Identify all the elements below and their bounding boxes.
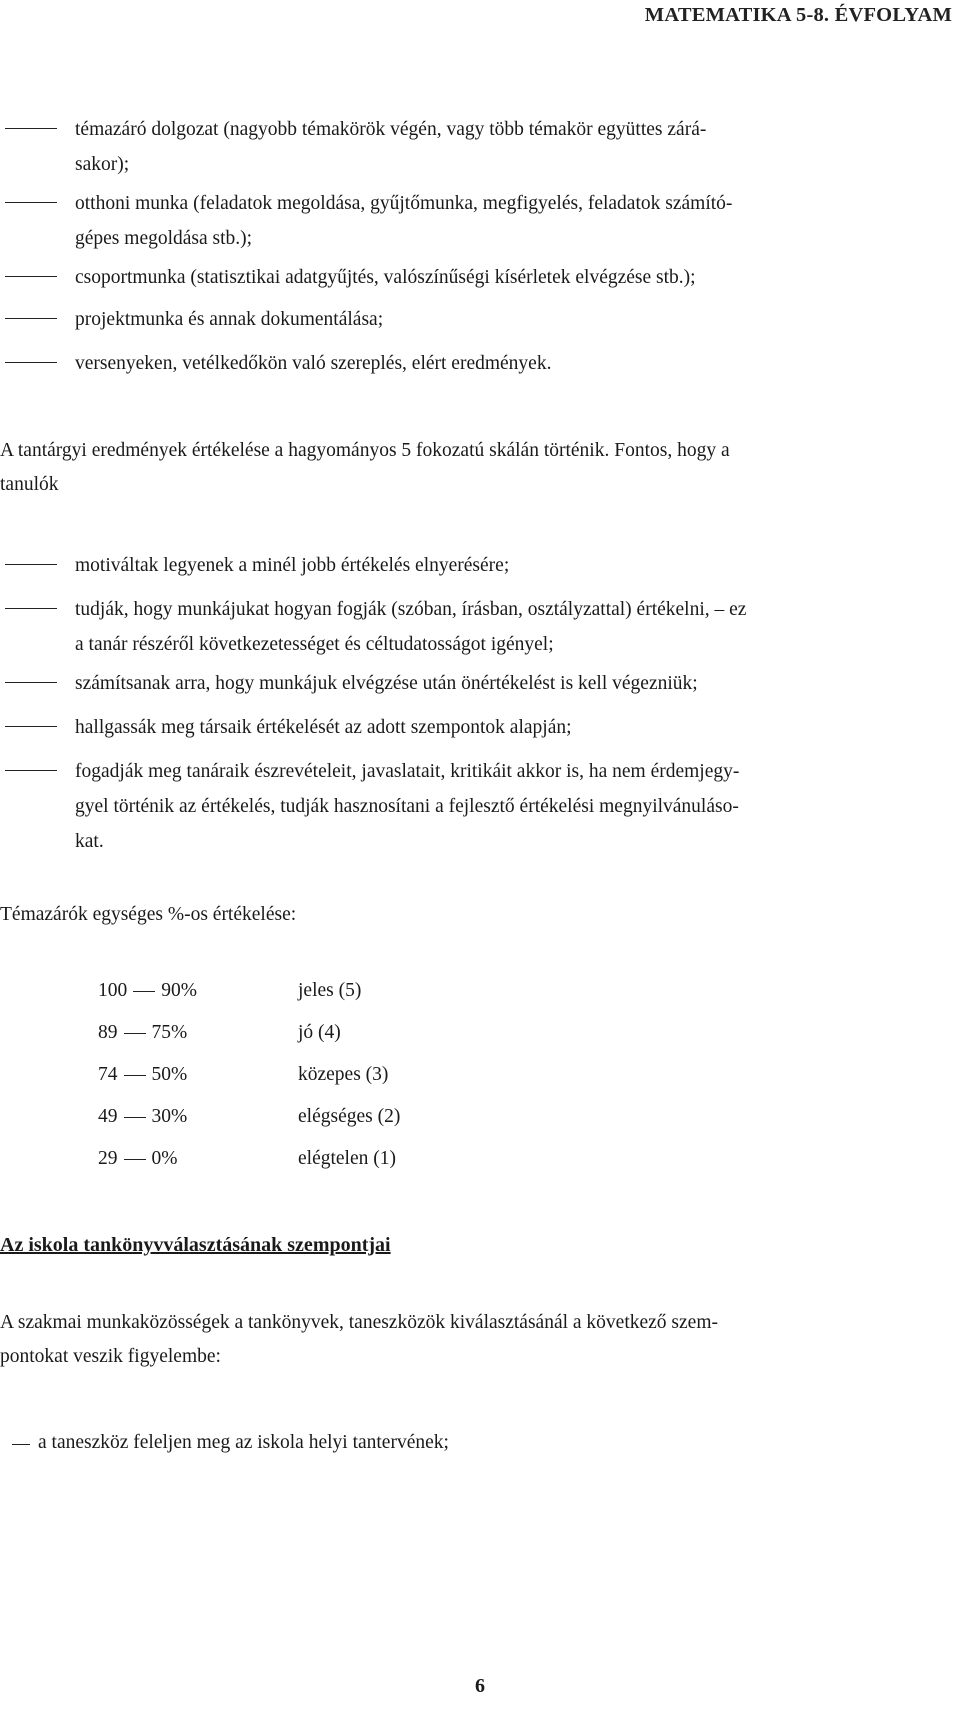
list-item-line: kat. — [75, 831, 104, 852]
dash-bullet — [12, 1444, 30, 1445]
list-item-line: csoportmunka (statisztikai adatgyűjtés, valószínűségi kísérletek elvégzése stb.); — [75, 267, 696, 288]
paragraph-line: tanulók — [0, 474, 59, 495]
grade-range — [98, 1148, 178, 1170]
grade-range — [98, 1106, 187, 1128]
grade-from: 49 — [98, 1106, 118, 1127]
dash-bullet — [5, 202, 57, 203]
list-item-line: témazáró dolgozat (nagyobb témakörök végén, vagy több témakör együttes zárá- — [75, 119, 707, 140]
range-dash — [124, 1117, 146, 1118]
section-paragraph — [0, 1306, 950, 1374]
grade-range — [98, 1022, 187, 1044]
grade-range — [98, 980, 197, 1002]
dash-bullet — [5, 128, 57, 129]
dash-bullet — [5, 276, 57, 277]
intro-paragraph — [0, 434, 950, 502]
grade-label: elégtelen (1) — [298, 1148, 396, 1169]
range-dash — [124, 1159, 146, 1160]
dash-bullet — [5, 608, 57, 609]
list-item-line: sakor); — [75, 154, 130, 175]
grade-label: közepes (3) — [298, 1064, 389, 1085]
list-item-line: a tanár részéről következetességet és céltudatosságot igényel; — [75, 634, 554, 655]
paragraph-line: pontokat veszik figyelembe: — [0, 1346, 221, 1367]
grade-to: 0% — [151, 1148, 178, 1169]
last-list-item: a taneszköz feleljen meg az iskola helyi tantervének; — [38, 1432, 449, 1453]
list-item-line: hallgassák meg társaik értékelését az adott szempontok alapján; — [75, 717, 572, 738]
list-item-line: projektmunka és annak dokumentálása; — [75, 309, 384, 330]
range-dash — [124, 1075, 146, 1076]
list-item-line: fogadják meg tanáraik észrevételeit, javaslatait, kritikáit akkor is, ha nem érdemjegy- — [75, 761, 740, 782]
list-item-line: otthoni munka (feladatok megoldása, gyűjtőmunka, megfigyelés, feladatok számító- — [75, 193, 733, 214]
grade-label: jó (4) — [298, 1022, 341, 1043]
grade-from: 89 — [98, 1022, 118, 1043]
dash-bullet — [5, 564, 57, 565]
dash-bullet — [5, 726, 57, 727]
list-item-line: számítsanak arra, hogy munkájuk elvégzése után önértékelést is kell végezniük; — [75, 673, 698, 694]
list-item-line: motiváltak legyenek a minél jobb értékelés elnyerésére; — [75, 555, 510, 576]
list-item-line: versenyeken, vetélkedőkön való szereplés, elért eredmények. — [75, 353, 552, 374]
grade-from: 29 — [98, 1148, 118, 1169]
grade-label: jeles (5) — [298, 980, 362, 1001]
range-dash — [124, 1033, 146, 1034]
dash-bullet — [5, 682, 57, 683]
running-header: MATEMATIKA 5-8. ÉVFOLYAM — [644, 4, 952, 26]
grade-label: elégséges (2) — [298, 1106, 401, 1127]
grade-to: 90% — [161, 980, 197, 1001]
range-dash — [133, 991, 155, 992]
dash-bullet — [5, 362, 57, 363]
grade-from: 74 — [98, 1064, 118, 1085]
grade-to: 50% — [151, 1064, 188, 1085]
grades-heading: Témazárók egységes %-os értékelése: — [0, 904, 297, 925]
dash-bullet — [5, 770, 57, 771]
list-item-line: gyel történik az értékelés, tudják hasznosítani a fejlesztő értékelési megnyilvánuláso- — [75, 796, 739, 817]
section-title: Az iskola tankönyvválasztásának szempontjai — [0, 1234, 391, 1256]
grade-from: 100 — [98, 980, 128, 1001]
dash-bullet — [5, 318, 57, 319]
paragraph-line: A tantárgyi eredmények értékelése a hagyományos 5 fokozatú skálán történik. Fontos, hogy a — [0, 440, 730, 461]
page-number: 6 — [475, 1675, 485, 1697]
grade-to: 30% — [151, 1106, 188, 1127]
list-item-line: tudják, hogy munkájukat hogyan fogják (szóban, írásban, osztályzattal) értékelni, – ez — [75, 599, 747, 620]
list-item-line: gépes megoldása stb.); — [75, 228, 253, 249]
grade-range — [98, 1064, 187, 1086]
grade-to: 75% — [151, 1022, 188, 1043]
paragraph-line: A szakmai munkaközösségek a tankönyvek, taneszközök kiválasztásánál a következő szem- — [0, 1312, 718, 1333]
